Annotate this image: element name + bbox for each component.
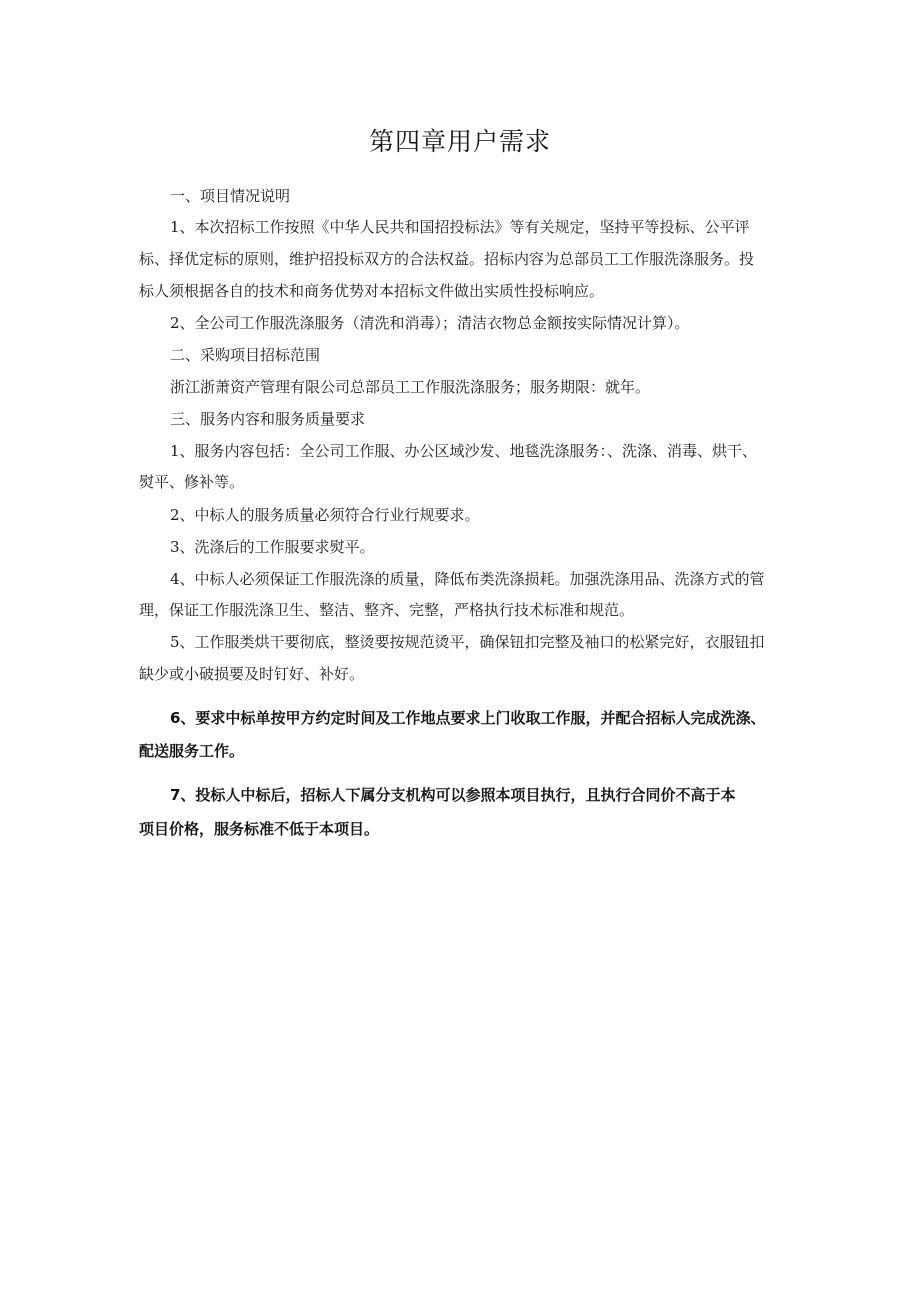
section-heading-procurement-scope: 二、采购项目招标范围: [170, 346, 321, 364]
bold-paragraph-line: 项目价格，服务标准不低于本项目。: [139, 820, 380, 838]
paragraph-line: 缺少或小破损要及时钉好、补好。: [139, 665, 365, 683]
paragraph-line: 2、中标人的服务质量必须符合行业行规要求。: [170, 506, 480, 524]
section-heading-service-requirements: 三、服务内容和服务质量要求: [170, 410, 366, 428]
paragraph-line: 4、中标人必须保证工作服洗涤的质量，降低布类洗涤损耗。加强洗涤用品、洗涤方式的管: [170, 570, 765, 588]
bold-paragraph-line: 7、投标人中标后，招标人下属分支机构可以参照本项目执行，且执行合同价不高于本: [170, 786, 736, 804]
section-heading-project-overview: 一、项目情况说明: [170, 187, 291, 205]
paragraph-line: 5、工作服类烘干要彻底，整烫要按规范烫平，确保钮扣完整及袖口的松紧完好，衣服钮扣: [170, 633, 765, 651]
paragraph-line: 浙江浙萧资产管理有限公司总部员工工作服洗涤服务；服务期限：就年。: [170, 378, 651, 396]
paragraph-line: 2、全公司工作服洗涤服务（清洗和消毒）；清洁衣物总金额按实际情况计算）。: [170, 314, 690, 332]
paragraph-line: 1、本次招标工作按照《中华人民共和国招投标法》等有关规定，坚持平等投标、公平评: [170, 218, 750, 236]
bold-paragraph-line: 6、要求中标单按甲方约定时间及工作地点要求上门收取工作服，并配合招标人完成洗涤、: [170, 709, 766, 727]
paragraph-line: 理，保证工作服洗涤卫生、整洁、整齐、完整，严格执行技术标准和规范。: [139, 601, 635, 619]
paragraph-line: 标人须根据各自的技术和商务优势对本招标文件做出实质性投标响应。: [139, 282, 605, 300]
paragraph-line: 1、服务内容包括：全公司工作服、办公区域沙发、地毯洗涤服务：、洗涤、消毒、烘干、: [170, 442, 758, 460]
paragraph-line: 标、择优定标的原则，维护招投标双方的合法权益。招标内容为总部员工工作服洗涤服务。投: [139, 250, 755, 268]
page-title: 第四章用户需求: [368, 127, 551, 156]
paragraph-line: 3、洗涤后的工作服要求熨平。: [170, 538, 375, 556]
paragraph-line: 熨平、修补等。: [139, 473, 245, 491]
bold-paragraph-line: 配送服务工作。: [139, 742, 245, 760]
